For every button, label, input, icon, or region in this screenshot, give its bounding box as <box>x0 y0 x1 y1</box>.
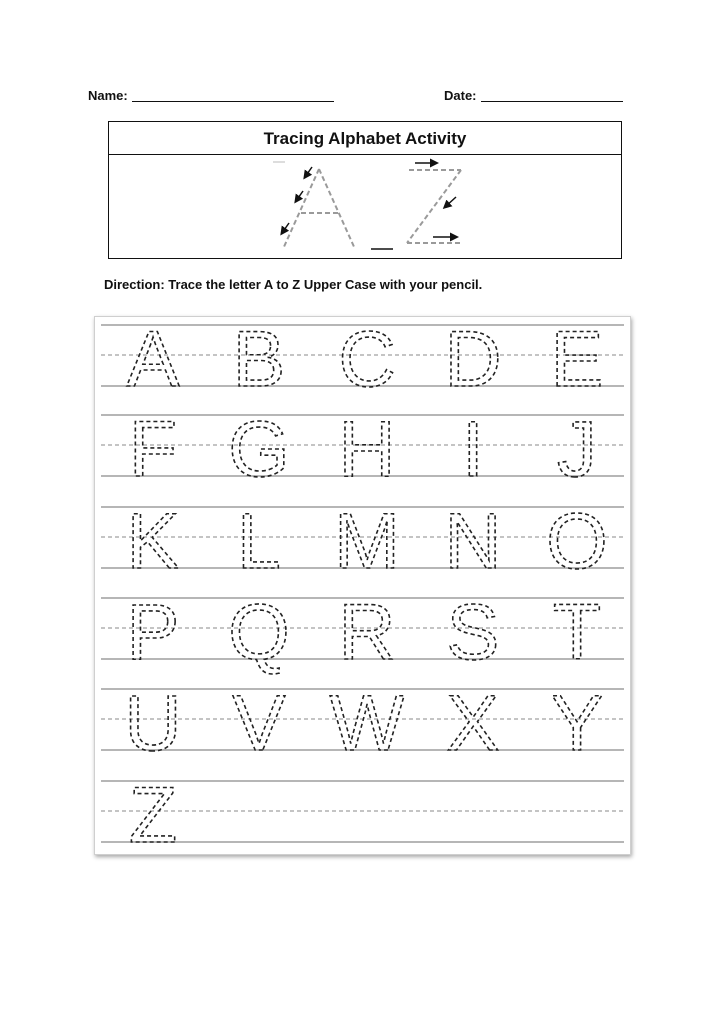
name-label: Name: <box>88 88 128 103</box>
trace-letter-m[interactable]: M <box>334 496 400 585</box>
trace-letter-x[interactable]: X <box>446 678 500 767</box>
trace-letter-c[interactable]: C <box>338 317 396 403</box>
trace-letter-u[interactable]: U <box>124 678 182 767</box>
writing-row <box>101 781 624 842</box>
activity-title: Tracing Alphabet Activity <box>109 122 621 155</box>
trace-letter-n[interactable]: N <box>444 496 502 585</box>
trace-letter-d[interactable]: D <box>444 317 502 403</box>
example-letter-a <box>283 169 355 249</box>
stroke-arrow-icon <box>415 163 456 237</box>
trace-letter-b[interactable]: B <box>232 317 286 403</box>
example-letter-z <box>407 170 461 243</box>
trace-letter-l[interactable]: L <box>237 496 281 585</box>
trace-letter-j[interactable]: J <box>557 404 597 493</box>
trace-letter-a[interactable]: A <box>126 317 180 403</box>
tracing-grid <box>95 317 630 854</box>
stroke-arrow-icon <box>282 167 312 233</box>
trace-letter-e[interactable]: E <box>550 317 604 403</box>
trace-letter-h[interactable]: H <box>338 404 396 493</box>
trace-letter-o[interactable]: O <box>546 496 608 585</box>
direction-text: Direction: Trace the letter A to Z Upper Case with your pencil. <box>104 277 483 292</box>
trace-letter-i[interactable]: I <box>462 404 484 493</box>
trace-letter-t[interactable]: T <box>552 587 602 676</box>
stroke-order-example <box>109 155 623 260</box>
trace-letter-g[interactable]: G <box>228 404 290 493</box>
trace-letter-z[interactable]: Z <box>128 770 178 854</box>
trace-letter-y[interactable]: Y <box>550 678 604 767</box>
trace-letter-s[interactable]: S <box>446 587 500 676</box>
name-field[interactable] <box>132 101 334 102</box>
trace-letter-p[interactable]: P <box>126 587 180 676</box>
trace-letter-k[interactable]: K <box>126 496 180 585</box>
activity-header-box <box>108 121 622 259</box>
date-label: Date: <box>444 88 477 103</box>
trace-letter-w[interactable]: W <box>329 678 405 767</box>
trace-letter-r[interactable]: R <box>338 587 396 676</box>
date-field[interactable] <box>481 101 623 102</box>
trace-letter-f[interactable]: F <box>128 404 178 493</box>
trace-letter-v[interactable]: V <box>232 678 286 767</box>
tracing-sheet <box>94 316 631 855</box>
trace-letter-q[interactable]: Q <box>228 587 290 676</box>
